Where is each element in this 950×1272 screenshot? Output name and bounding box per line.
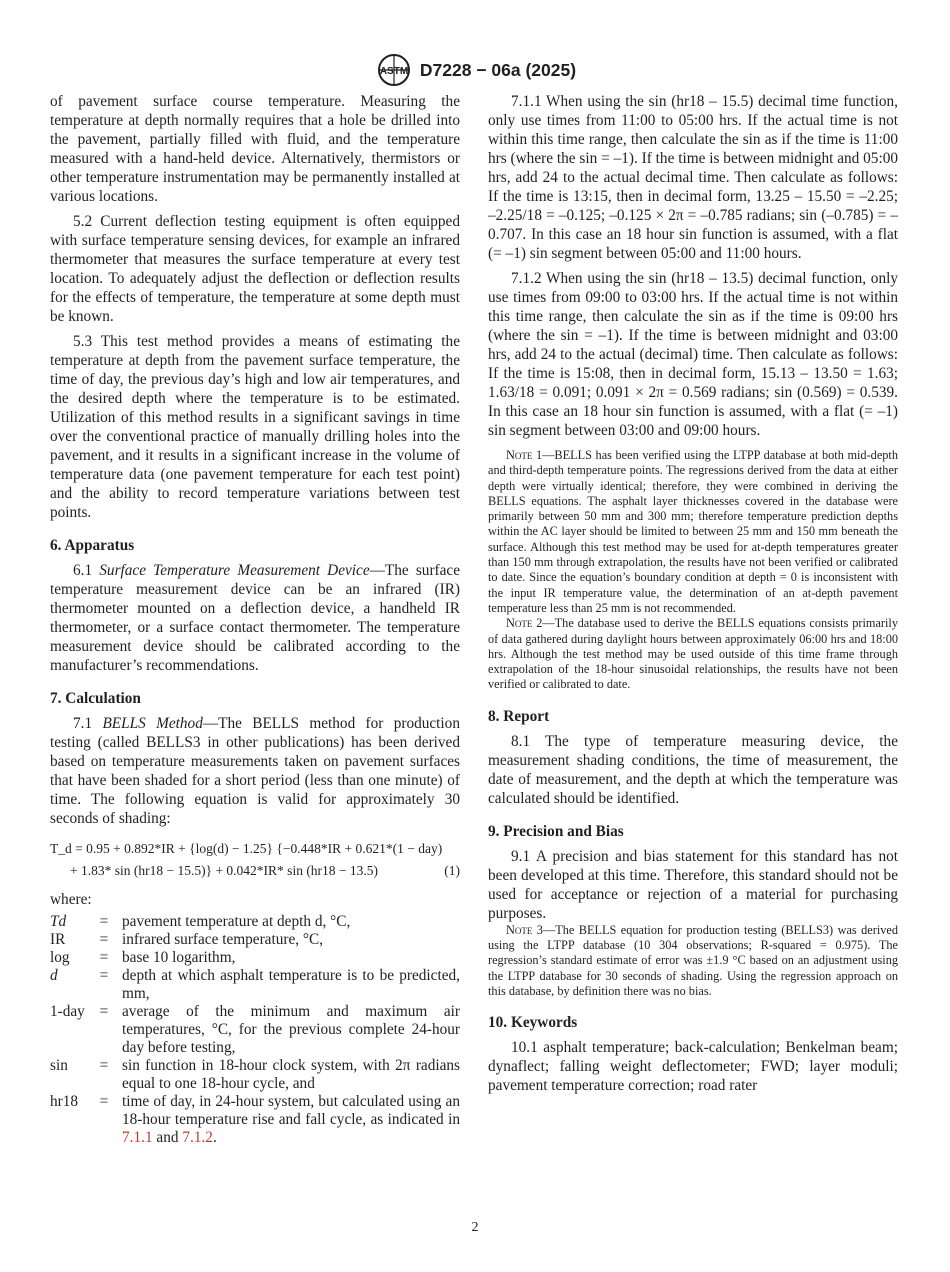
definition-symbol: IR [50, 931, 66, 948]
section-10-heading: 10. Keywords [488, 1014, 578, 1032]
paragraph-7-1: 7.1 BELLS Method—The BELLS method for production testing (called BELLS3 in other publications) has been derived based on temperature measurements taken on pavement surfaces that have been shaded for a short period (less than one minute) of time. The following equation is valid for approximately 30 seconds of shading: [50, 715, 460, 827]
definition-row: hr18 = time of day, in 24-hour system, but calculated using an 18-hour temperature rise and fall cycle, as indicated in 7.1.1 and 7.1.2. [50, 1093, 460, 1146]
note-2: Note 2—The database used to derive the BELLS equations consists primarily of data gathered during daylight hours between approximately 06:00 hrs and 18:00 hrs. Although the test method may be used outside of this time frame through extrapolation of the 18-hour sinusoidal relationships, the results have not been verified or calibrated to date. [488, 616, 898, 692]
definition-row: log = base 10 logarithm, [50, 949, 460, 967]
paragraph-7-1-2: 7.1.2 When using the sin (hr18 – 13.5) decimal function, only use times from 09:00 to 03:00 hrs. If the actual time is not within this time range, then calculate the sin as if the time is 09:00 hrs (where the sin = –1). If the time is between midnight and 03:00 hrs, add 24 to the actual (decimal) time. Then calculate as follows: If the time is 15:08, then in decimal form, 15.13 – 13.50 = 1.63; 1.63/18 = 0.091; 0.091 × 2π = 0.569 radians; sin (0.569) = 0.539. In this case an 18 hour sin function is assumed, with a flat (= –1) sin segment between 03:00 and 09:00 hours. [488, 270, 898, 439]
definition-symbol: sin [50, 1057, 68, 1074]
definition-text: sin function in 18-hour clock system, with 2π radians equal to one 18-hour cycle, and [122, 1057, 460, 1092]
definition-text: time of day, in 24-hour system, but calculated using an 18-hour temperature rise and fall cycle, as indicated in 7.1.1 and 7.1.2. [122, 1093, 460, 1146]
section-9-heading: 9. Precision and Bias [488, 822, 624, 840]
equation-line-2: + 1.83* sin (hr18 − 15.5)} + 0.042*IR* sin (hr18 − 13.5) [70, 863, 379, 878]
definitions-table [50, 913, 460, 1147]
definition-symbol: 1-day [50, 1003, 85, 1020]
section-8-heading: 8. Report [488, 707, 550, 725]
svg-text:ASTM: ASTM [379, 66, 409, 77]
equation-1 [50, 838, 460, 882]
where-label: where: [50, 891, 92, 908]
paragraph-6-1: 6.1 Surface Temperature Measurement Device—The surface temperature measurement device can be an infrared (IR) thermometer mounted on a deflection device, a handheld IR thermometer, or a surface contact thermometer. The temperature measurement device should be calibrated according to the manufacturer’s recommendations. [50, 562, 461, 674]
link-7-1-1[interactable]: 7.1.1 [122, 1129, 153, 1146]
equation-number: (1) [444, 863, 460, 878]
left-column [50, 92, 460, 1147]
page-header [0, 52, 950, 88]
definition-text: average of the minimum and maximum air temperatures, °C, for the previous complete 24-hour day before testing, [122, 1003, 460, 1056]
section-6-heading: 6. Apparatus [50, 537, 135, 554]
paragraph-10-1: 10.1 asphalt temperature; back-calculation; Benkelman beam; dynaflect; falling weight deflectometer; FWD; layer moduli; pavement temperature correction; road rater [488, 1039, 898, 1095]
right-column [488, 92, 898, 1095]
definition-row: sin = sin function in 18-hour clock system, with 2π radians equal to one 18-hour cycle, and [50, 1057, 460, 1092]
definition-row: Td = pavement temperature at depth d, °C, [50, 913, 460, 931]
note-3: Note 3—The BELLS equation for production testing (BELLS3) was derived using the LTPP database (10 304 observations; R-squared = 0.975). The regression’s standard estimate of error was ±1.9 °C based on an adjustment using the LTPP database for 30 seconds of shading. Using the regression approach on this database, by definition there was no bias. [488, 922, 898, 998]
definition-row: 1-day = average of the minimum and maximum air temperatures, °C, for the previous complete 24-hour day before testing, [50, 1003, 460, 1056]
astm-logo-icon [374, 53, 414, 87]
paragraph-5-3: 5.3 This test method provides a means of estimating the temperature at depth from the pavement surface temperature, the time of day, the previous day’s high and low air temperatures, and the desired depth where the temperature is to be estimated. Utilization of this method results in a significant savings in time over the conventional practice of manually drilling holes into the pavement, and it results in a significant increase in the volume of temperature data (one pavement temperature for each test point) and the ability to record temperature variations between test points. [50, 333, 460, 521]
paragraph-continued: of pavement surface course temperature. Measuring the temperature at depth normally requires that a hole be drilled into the pavement, partially filled with fluid, and the temperature measured with a hand-held device. Alternatively, thermistors or other temperature instrumentation may be permanently installed at various locations. [50, 93, 460, 205]
definition-symbol: Td [50, 913, 67, 930]
note-1: Note 1—BELLS has been verified using the LTPP database at both mid-depth and third-depth temperature points. The regressions derived from the data at either depth were virtually identical; therefore, they were combined in deriving the BELLS equations. The asphalt layer thicknesses covered in the database were primarily between 50 mm and 300 mm; therefore temperature prediction depths within the AC layer should be limited to between 25 mm and 150 mm beneath the surface. Although this test method may be used for at-depth temperatures greater than 150 mm through extrapolation, the results have not been verified or calibrated to date. Since the equation’s boundary condition at depth = 0 is inconsistent with the input IR temperature value, the determination of an at-depth pavement temperature less than 25 mm is not recommended. [488, 448, 898, 615]
definition-row: IR = infrared surface temperature, °C, [50, 931, 460, 949]
definition-text: infrared surface temperature, °C, [122, 931, 324, 948]
definition-text: depth at which asphalt temperature is to be predicted, mm, [122, 967, 460, 1002]
definition-row: d = depth at which asphalt temperature is to be predicted, mm, [50, 967, 460, 1002]
link-7-1-2[interactable]: 7.1.2 [182, 1129, 213, 1146]
page-number: 2 [471, 1220, 479, 1235]
definition-text: base 10 logarithm, [122, 949, 236, 966]
definition-text: pavement temperature at depth d, °C, [122, 913, 351, 930]
definition-symbol: hr18 [50, 1093, 79, 1110]
paragraph-5-2: 5.2 Current deflection testing equipment is often equipped with surface temperature sensing devices, for example an infrared thermometer that measures the surface temperature at every test location. To adequately adjust the deflection or deflection results for the effects of temperature, the temperature at some depth must be known. [50, 213, 460, 325]
equation-line-1: T_d = 0.95 + 0.892*IR + {log(d) − 1.25} {−0.448*IR + 0.621*(1 − day) [50, 841, 443, 856]
definition-symbol: d [50, 967, 58, 984]
designation: D7228 − 06a (2025) [419, 59, 577, 80]
section-7-heading: 7. Calculation [50, 690, 141, 707]
definition-symbol: log [50, 949, 70, 966]
paragraph-8-1: 8.1 The type of temperature measuring device, the measurement shading conditions, the time of measurement, the date of measurement, and the depth at which the temperature was calculated should be identified. [488, 732, 898, 807]
paragraph-7-1-1: 7.1.1 When using the sin (hr18 – 15.5) decimal time function, only use times from 11:00 to 05:00 hrs. If the actual time is not within this time range, then calculate the sin as if the time is 11:00 hrs (where the sin = –1). If the time is between midnight and 05:00 hrs, add 24 to the actual decimal time. Then calculate as follows: If the time is 13:15, then in decimal form, 13.25 – 15.50 = –2.25; –2.25/18 = –0.125; –0.125 × 2π = –0.785 radians; sin (–0.785) = –0.707. In this case an 18 hour sin function is assumed, with a flat (= –1) sin segment between 05:00 and 11:00 hours. [488, 93, 898, 262]
paragraph-9-1: 9.1 A precision and bias statement for this standard has not been developed at this time. Therefore, this standard should not be used for acceptance or rejection of a material for purchasing purposes. [488, 847, 898, 922]
